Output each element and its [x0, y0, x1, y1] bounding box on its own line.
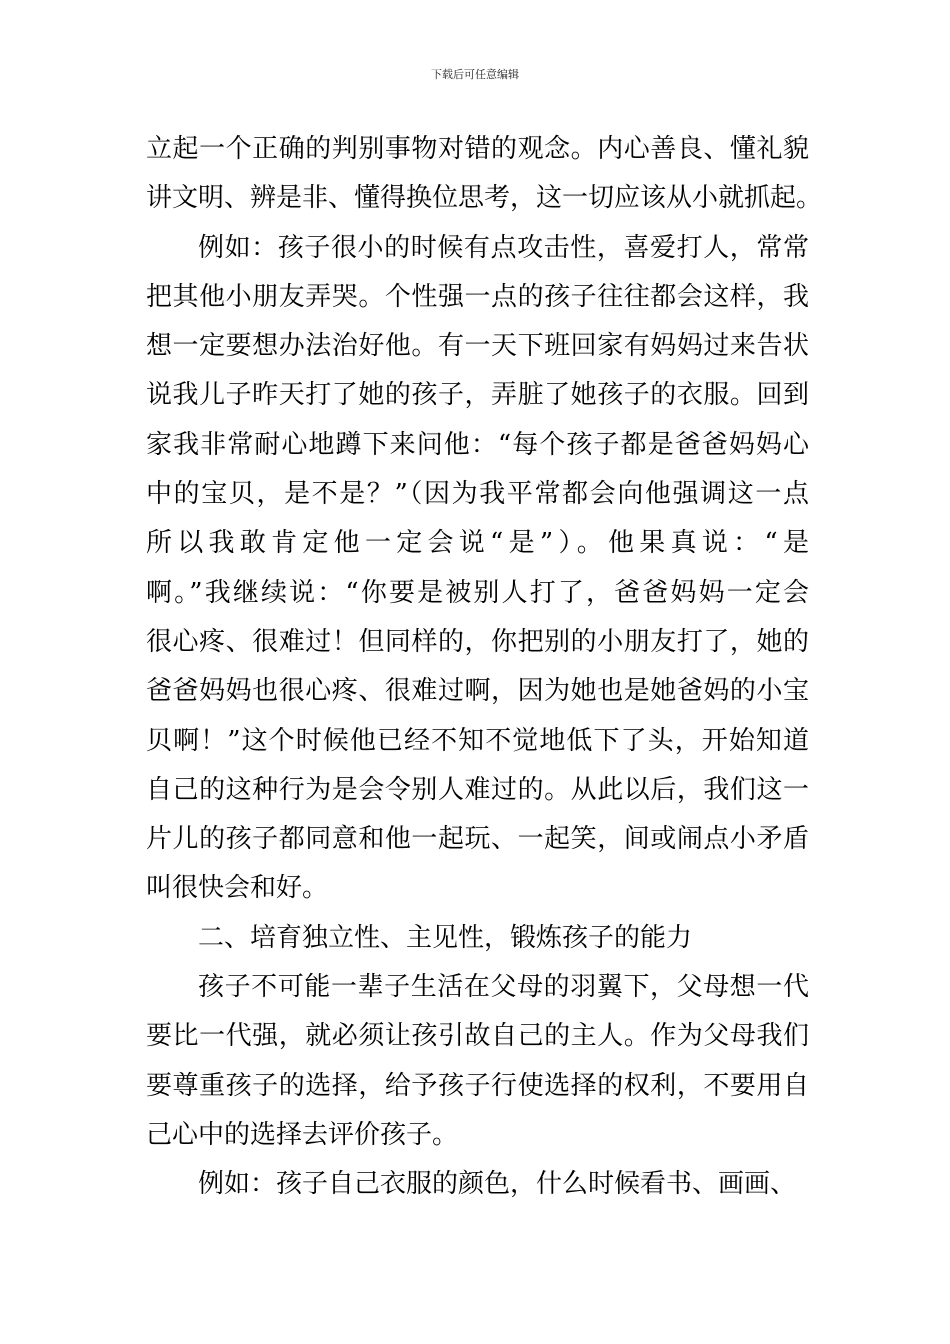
text-line: 叫很快会和好。 [146, 873, 329, 904]
text-line: 己心中的选择去评价孩子。 [146, 1119, 459, 1150]
text-line: 自己的这种行为是会令别人难过的。从此以后，我们这一 [146, 774, 809, 805]
text-line: 贝啊！”这个时候他已经不知不觉地低下了头，开始知道 [146, 725, 809, 756]
text-line: 要比一代强，就必须让孩引故自己的主人。作为父母我们 [146, 1021, 809, 1052]
text-line: 立起一个正确的判别事物对错的观念。内心善良、懂礼貌 [146, 134, 809, 164]
text-line: 家我非常耐心地蹲下来问他：“每个孩子都是爸爸妈妈心 [146, 429, 809, 460]
text-line: 所以我敢肯定他一定会说“是”）。他果真说：“是 [146, 528, 809, 559]
text-line: 很心疼、很难过！但同样的，你把别的小朋友打了，她的 [146, 626, 809, 657]
text-line: 爸爸妈妈也很心疼、很难过啊，因为她也是她爸妈的小宝 [146, 676, 809, 707]
text-line: 想一定要想办法治好他。有一天下班回家有妈妈过来告状 [146, 331, 809, 362]
page-header: 下载后可任意编辑 [431, 68, 519, 81]
text-line: 例如：孩子很小的时候有点攻击性，喜爱打人，常常 [198, 232, 809, 263]
document-body [146, 125, 823, 1210]
section-heading: 二、培育独立性、主见性，锻炼孩子的能力 [198, 922, 693, 953]
text-line: 中的宝贝，是不是？”（因为我平常都会向他强调这一点 [146, 479, 809, 510]
text-line: 孩子不可能一辈子生活在父母的羽翼下，父母想一代 [198, 972, 809, 1003]
text-line: 说我儿子昨天打了她的孩子，弄脏了她孩子的衣服。回到 [146, 380, 809, 411]
text-line: 要尊重孩子的选择，给予孩子行使选择的权利，不要用自 [146, 1070, 809, 1101]
text-line: 把其他小朋友弄哭。个性强一点的孩子往往都会这样，我 [146, 281, 809, 312]
text-line: 片儿的孩子都同意和他一起玩、一起笑，间或闹点小矛盾 [146, 824, 809, 855]
text-line: 例如：孩子自己衣服的颜色，什么时候看书、画画、 [198, 1169, 797, 1200]
text-line: 啊。”我继续说：“你要是被别人打了，爸爸妈妈一定会 [146, 577, 809, 608]
text-line: 讲文明、辨是非、懂得换位思考，这一切应该从小就抓起。 [146, 183, 823, 214]
